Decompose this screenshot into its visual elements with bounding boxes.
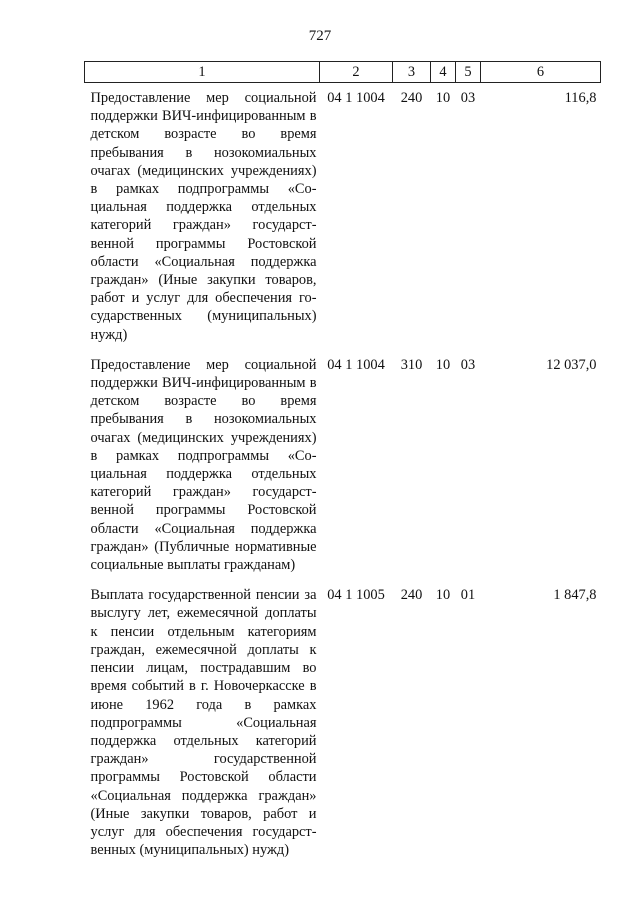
table-header <box>85 62 601 83</box>
column-header-subsection: 5 <box>456 62 481 83</box>
column-header-expense-type: 3 <box>393 62 431 83</box>
column-header-description: 1 <box>85 62 320 83</box>
column-header-target-article: 2 <box>320 62 393 83</box>
row-expense-type: 310 <box>400 356 423 373</box>
row-target-article: 04 1 1004 <box>327 356 385 373</box>
page-number: 727 <box>308 28 332 44</box>
row-expense-type: 240 <box>400 90 423 106</box>
row-amount: 116,8 <box>564 90 597 106</box>
row-target-article: 04 1 1004 <box>327 90 385 106</box>
row-subsection: 01 <box>460 587 476 604</box>
row-target-article: 04 1 1005 <box>327 587 385 604</box>
table-body <box>85 83 601 872</box>
column-header-section: 4 <box>431 62 456 83</box>
table-row <box>85 83 601 356</box>
row-subsection: 03 <box>460 90 476 106</box>
column-header-amount: 6 <box>481 62 601 83</box>
row-description: Выплата государственной пенсии за выслугу лет, ежемесячной доплаты к пенсии отдельным категориям граждан, ежемесячной доплаты к пенсии лицам, пострадавшим во время событий в г. Новочеркасске в июне 1962 года в рамках подпрограммы «Социальная поддержка отдельных категорий граждан» государственной программы Ростовской области «Социальная поддержка граждан» (Иные закупки товаров, работ и услуг для обеспечения государственных (муниципальных) нужд) <box>90 587 317 859</box>
row-amount: 12 037,0 <box>546 356 597 373</box>
row-amount: 1 847,8 <box>553 587 597 604</box>
row-description: Предоставление мер социальной поддержки ВИЧ-инфицированным в детском возрасте во время пребывания в нозокомиальных очагах (медицинских учреждениях) в рамках подпрограммы «Социальная поддержка отдельных категорий граждан» государственной программы Ростовской области «Социальная поддержка граждан» (Публичные нормативные социальные выплаты гражданам) <box>90 356 317 574</box>
row-section: 10 <box>435 356 451 373</box>
row-expense-type: 240 <box>400 587 423 604</box>
header-row <box>85 62 601 83</box>
table-row <box>85 586 601 871</box>
table-row <box>85 356 601 586</box>
row-section: 10 <box>435 587 451 604</box>
budget-table <box>84 61 601 871</box>
row-description: Предоставление мер социальной поддержки ВИЧ-инфицированным в детском возрасте во время пребывания в нозокомиальных очагах (медицинских учреждениях) в рамках подпрограммы «Социальная поддержка отдельных категорий граждан» государственной программы Ростовской области «Социальная поддержка граждан» (Иные закупки товаров, работ и услуг для обеспечения государственных (муниципальных) нужд) <box>90 90 317 343</box>
row-section: 10 <box>435 90 451 106</box>
row-subsection: 03 <box>460 356 476 373</box>
